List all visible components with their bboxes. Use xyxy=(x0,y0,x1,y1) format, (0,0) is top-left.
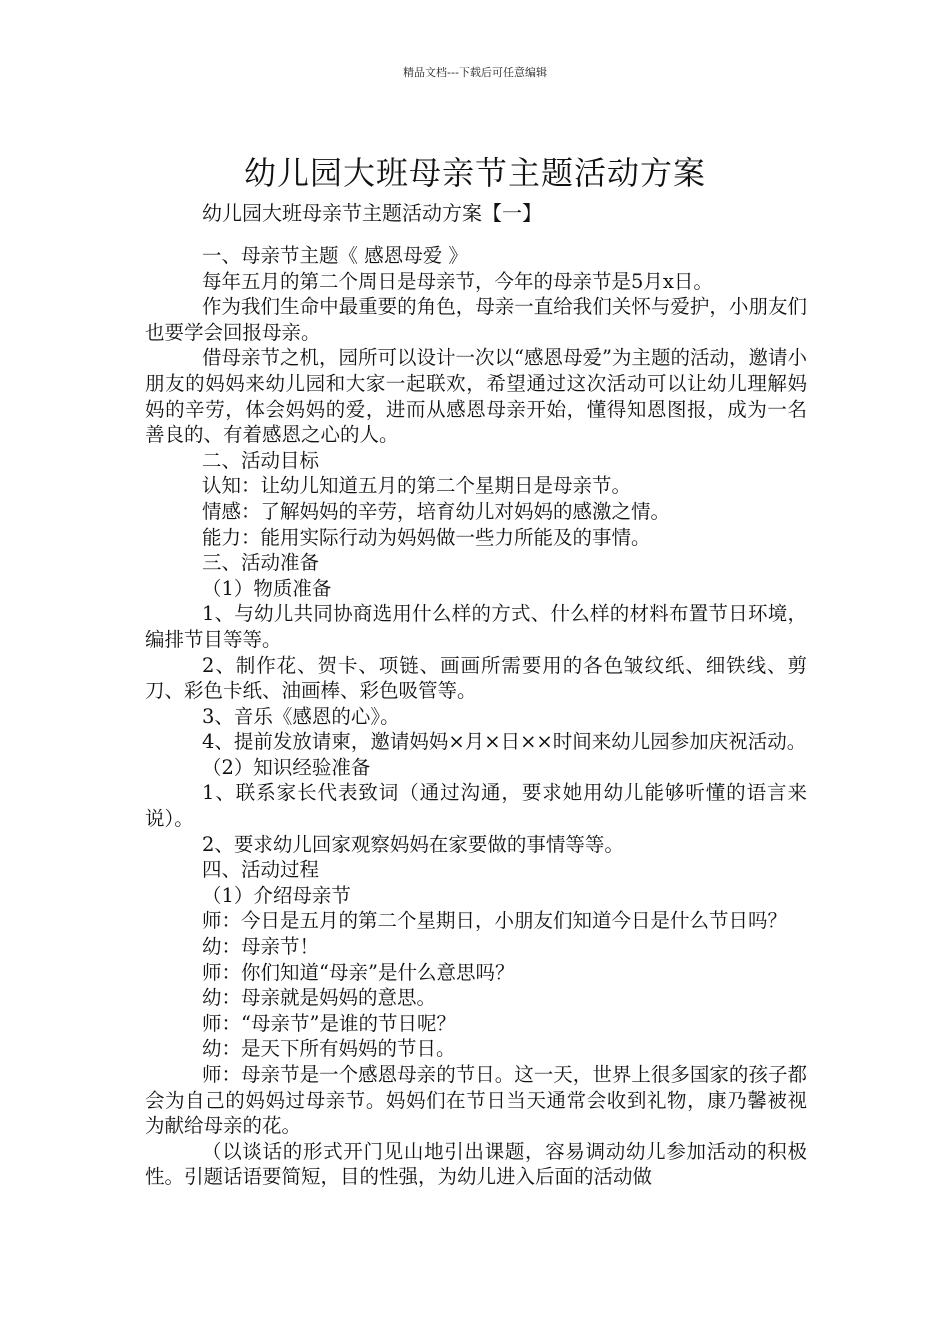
plan-subtitle: 幼儿园大班母亲节主题活动方案【一】 xyxy=(202,201,542,225)
section-heading-preparation: 三、活动准备 xyxy=(202,551,320,575)
section-heading-theme: 一、母亲节主题《 感恩母爱 》 xyxy=(202,244,468,267)
section-heading-process: 四、活动过程 xyxy=(202,858,320,882)
paragraph: 4、提前发放请柬，邀请妈妈×月×日××时间来幼儿园参加庆祝活动。 xyxy=(202,730,807,754)
paragraph: 借母亲节之机，园所可以设计一次以“感恩母爱”为主题的活动，邀请小朋友的妈妈来幼儿园和大家一起联欢，希望通过这次活动可以让幼儿理解妈妈的辛劳，体会妈妈的爱，进而从感恩母亲开始，懂得知恩图报，成为一名善良的、有着感恩之心的人。 xyxy=(145,346,807,447)
dialogue-line: 师：你们知道“母亲”是什么意思吗？ xyxy=(202,960,515,984)
sub-heading-knowledge: （2）知识经验准备 xyxy=(202,755,371,779)
paragraph: 认知：让幼儿知道五月的第二个星期日是母亲节。 xyxy=(202,474,632,498)
dialogue-line: 师：今日是五月的第二个星期日，小朋友们知道今日是什么节日吗？ xyxy=(202,909,788,933)
paragraph: 2、制作花、贺卡、项链、画画所需要用的各色皱纹纸、细铁线、剪刀、彩色卡纸、油画棒、彩色吸管等。 xyxy=(145,653,807,703)
dialogue-line: 幼：是天下所有妈妈的节日。 xyxy=(202,1037,456,1061)
dialogue-line: 师：“母亲节”是谁的节日呢？ xyxy=(202,1011,456,1035)
section-heading-goals: 二、活动目标 xyxy=(202,448,320,472)
paragraph: 1、联系家长代表致词（通过沟通，要求她用幼儿能够听懂的语言来说）。 xyxy=(145,781,807,831)
paragraph: 3、音乐《感恩的心》。 xyxy=(202,704,400,728)
paragraph: 每年五月的第二个周日是母亲节，今年的母亲节是5月x日。 xyxy=(202,269,713,293)
sub-heading-intro: （1）介绍母亲节 xyxy=(202,883,351,907)
dialogue-line: 师：母亲节是一个感恩母亲的节日。这一天，世界上很多国家的孩子都会为自己的妈妈过母亲节。妈妈们在节日当天通常会收到礼物，康乃馨被视为献给母亲的花。 xyxy=(145,1063,807,1138)
dialogue-line: 幼：母亲节！ xyxy=(202,935,320,959)
paragraph: 情感：了解妈妈的辛劳，培育幼儿对妈妈的感激之情。 xyxy=(202,499,671,523)
header-note: 精品文档---下载后可任意编辑 xyxy=(403,66,547,79)
sub-heading-materials: （1）物质准备 xyxy=(202,576,332,600)
paragraph: 1、与幼儿共同协商选用什么样的方式、什么样的材料布置节日环境，编排节目等等。 xyxy=(145,602,807,651)
paragraph: 作为我们生命中最重要的角色，母亲一直给我们关怀与爱护，小朋友们也要学会回报母亲。 xyxy=(145,295,807,344)
paragraph: 能力：能用实际行动为妈妈做一些力所能及的事情。 xyxy=(202,525,651,549)
dialogue-line: 幼：母亲就是妈妈的意思。 xyxy=(202,986,437,1010)
paragraph: （以谈话的形式开门见山地引出课题，容易调动幼儿参加活动的积极性。引题话语要简短，目的性强，为幼儿进入后面的活动做 xyxy=(145,1139,807,1189)
paragraph: 2、要求幼儿回家观察妈妈在家要做的事情等等。 xyxy=(202,832,624,856)
document-body xyxy=(145,243,807,1190)
document-title: 幼儿园大班母亲节主题活动方案 xyxy=(243,154,706,193)
